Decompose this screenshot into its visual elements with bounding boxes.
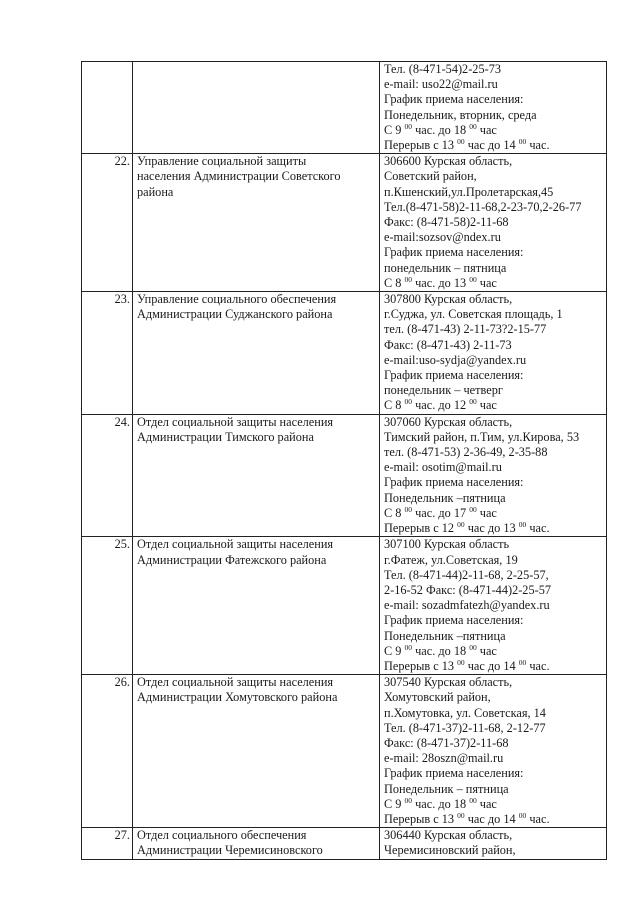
contact-line: 307100 Курская область (384, 537, 510, 552)
minutes-superscript: 00 (518, 657, 527, 667)
contact-line: График приема населения: (384, 245, 524, 260)
office-name (133, 537, 380, 675)
minutes-superscript: 00 (457, 810, 465, 820)
contact-line: понедельник – пятница (384, 260, 507, 275)
row-number: 26. (82, 675, 133, 828)
minutes-superscript: 00 (518, 520, 527, 530)
office-name-line: населения Администрации Советского (137, 169, 341, 184)
row-number: 22. (82, 154, 133, 292)
schedule-unit: час (479, 505, 497, 520)
office-name-line: Администрации Черемисиновского (137, 843, 323, 858)
schedule-unit: час (479, 398, 497, 413)
minutes-superscript: 00 (404, 504, 413, 514)
office-name-line: Отдел социального обеспечения (137, 828, 307, 843)
contact-line: График приема населения: (384, 475, 524, 490)
email-line: e-mail: 28oszn@mail.ru (384, 751, 504, 766)
office-name (133, 828, 380, 860)
schedule-to: час. до 17 (415, 505, 467, 520)
schedule-unit: час (479, 122, 497, 137)
table-row (82, 154, 607, 292)
office-contacts (380, 828, 607, 860)
offices-table-body (82, 62, 607, 860)
office-name-line: района (137, 184, 174, 199)
table-row (82, 828, 607, 860)
minutes-superscript: 00 (518, 810, 527, 820)
contact-line: Тел. (8-471-37)2-11-68, 2-12-77 (384, 720, 546, 735)
row-number: 23. (82, 292, 133, 415)
contact-line: 307540 Курская область, (384, 675, 513, 690)
contact-line: понедельник – четверг (384, 383, 503, 398)
contact-line: п.Кшенский,ул.Пролетарская,45 (384, 184, 554, 199)
minutes-superscript: 00 (404, 274, 413, 284)
minutes-superscript: 00 (469, 642, 477, 652)
minutes-superscript: 00 (404, 121, 413, 131)
email-line: e-mail: sozadmfatezh@yandex.ru (384, 598, 550, 613)
minutes-superscript: 00 (457, 520, 465, 530)
schedule-from: С 9 (384, 643, 402, 658)
row-number: 27. (82, 828, 133, 860)
contact-line: Тел. (8-471-44)2-11-68, 2-25-57, (384, 567, 549, 582)
contact-line: Понедельник, вторник, среда (384, 107, 537, 122)
contact-line: г.Суджа, ул. Советская площадь, 1 (384, 307, 563, 322)
table-row (82, 414, 607, 537)
office-contacts (380, 537, 607, 675)
email-line: e-mail: uso22@mail.ru (384, 77, 498, 92)
minutes-superscript: 00 (469, 121, 477, 131)
contact-line: Хомутовский район, (384, 690, 491, 705)
minutes-superscript: 00 (404, 795, 413, 805)
schedule-to: час до 13 (467, 521, 516, 536)
schedule-unit: час (479, 275, 497, 290)
minutes-superscript: 00 (404, 642, 413, 652)
schedule-unit: час. (529, 521, 550, 536)
office-name (133, 62, 380, 154)
contact-line: Тимский район, п.Тим, ул.Кирова, 53 (384, 429, 580, 444)
schedule-from: С 9 (384, 796, 402, 811)
office-name (133, 292, 380, 415)
schedule-from: С 9 (384, 122, 402, 137)
row-number: 24. (82, 414, 133, 537)
schedule-unit: час. (529, 138, 550, 153)
schedule-to: час. до 18 (415, 122, 467, 137)
office-contacts (380, 292, 607, 415)
office-name-line: Администрации Суджанского района (137, 307, 333, 322)
minutes-superscript: 00 (469, 795, 477, 805)
minutes-superscript: 00 (469, 397, 477, 407)
schedule-to: час. до 12 (415, 398, 467, 413)
minutes-superscript: 00 (518, 137, 527, 147)
contact-line: Тел.(8-471-58)2-11-68,2-23-70,2-26-77 (384, 199, 582, 214)
office-name-line: Управление социального обеспечения (137, 292, 337, 307)
contact-line: Черемисиновский район, (384, 843, 516, 858)
contact-line: 306440 Курская область, (384, 828, 513, 843)
minutes-superscript: 00 (469, 274, 477, 284)
schedule-from: С 8 (384, 275, 402, 290)
schedule-to: час до 14 (467, 658, 516, 673)
schedule-from: Перерыв с 13 (384, 138, 455, 153)
office-name-line: Отдел социальной защиты населения (137, 675, 334, 690)
office-name (133, 154, 380, 292)
schedule-line (384, 138, 604, 153)
schedule-to: час. до 18 (415, 796, 467, 811)
contact-line: График приема населения: (384, 766, 524, 781)
schedule-from: Перерыв с 13 (384, 811, 455, 826)
contact-line: тел. (8-471-53) 2-36-49, 2-35-88 (384, 445, 548, 460)
office-contacts (380, 154, 607, 292)
contact-line: 307800 Курская область, (384, 292, 513, 307)
contact-line: Факс: (8-471-58)2-11-68 (384, 215, 509, 230)
schedule-unit: час. (529, 658, 550, 673)
schedule-unit: час (479, 643, 497, 658)
contact-line: Факс: (8-471-37)2-11-68 (384, 735, 509, 750)
schedule-line (384, 276, 604, 291)
office-name-line: Администрации Фатежского района (137, 552, 327, 567)
contact-line: 307060 Курская область, (384, 414, 513, 429)
contact-line: Понедельник –пятница (384, 628, 506, 643)
contact-line: Факс: (8-471-43) 2-11-73 (384, 337, 512, 352)
schedule-unit: час (479, 796, 497, 811)
contact-line: Понедельник –пятница (384, 490, 506, 505)
office-name-line: Администрации Хомутовского района (137, 690, 338, 705)
contact-line: Тел. (8-471-54)2-25-73 (384, 62, 501, 76)
schedule-line (384, 812, 604, 827)
schedule-line (384, 797, 604, 812)
office-contacts (380, 675, 607, 828)
schedule-unit: час. (529, 811, 550, 826)
contact-line: Советский район, (384, 169, 477, 184)
office-name-line: Управление социальной защиты (137, 154, 307, 169)
office-name-line: Отдел социальной защиты населения (137, 414, 334, 429)
email-line: e-mail: osotim@mail.ru (384, 460, 502, 475)
office-name-line: Администрации Тимского района (137, 429, 314, 444)
offices-table (81, 61, 607, 860)
email-line: e-mail:sozsov@ndex.ru (384, 230, 501, 245)
table-row (82, 537, 607, 675)
minutes-superscript: 00 (469, 504, 477, 514)
table-row (82, 62, 607, 154)
office-name (133, 675, 380, 828)
minutes-superscript: 00 (457, 137, 465, 147)
contact-line: 2-16-52 Факс: (8-471-44)2-25-57 (384, 582, 551, 597)
office-contacts (380, 414, 607, 537)
schedule-to: час до 14 (467, 811, 516, 826)
email-line: e-mail:uso-sydja@yandex.ru (384, 352, 527, 367)
minutes-superscript: 00 (404, 397, 413, 407)
contact-line: График приема населения: (384, 613, 524, 628)
schedule-from: С 8 (384, 505, 402, 520)
office-contacts (380, 62, 607, 154)
schedule-to: час. до 18 (415, 643, 467, 658)
schedule-from: Перерыв с 13 (384, 658, 455, 673)
schedule-line (384, 398, 604, 413)
contact-line: п.Хомутовка, ул. Советская, 14 (384, 705, 546, 720)
row-number (82, 62, 133, 154)
schedule-to: час. до 13 (415, 275, 467, 290)
office-name-line: Отдел социальной защиты населения (137, 537, 334, 552)
contact-line: График приема населения: (384, 92, 524, 107)
schedule-from: Перерыв с 12 (384, 521, 455, 536)
schedule-line (384, 659, 604, 674)
schedule-line (384, 123, 604, 138)
schedule-from: С 8 (384, 398, 402, 413)
table-row (82, 675, 607, 828)
schedule-line (384, 644, 604, 659)
minutes-superscript: 00 (457, 657, 465, 667)
schedule-to: час до 14 (467, 138, 516, 153)
schedule-line (384, 506, 604, 521)
contact-line: График приема населения: (384, 368, 524, 383)
contact-line: г.Фатеж, ул.Советская, 19 (384, 552, 518, 567)
table-row (82, 292, 607, 415)
contact-line: тел. (8-471-43) 2-11-73?2-15-77 (384, 322, 547, 337)
row-number: 25. (82, 537, 133, 675)
office-name (133, 414, 380, 537)
schedule-line (384, 521, 604, 536)
contact-line: Понедельник – пятница (384, 781, 509, 796)
contact-line: 306600 Курская область, (384, 154, 513, 169)
